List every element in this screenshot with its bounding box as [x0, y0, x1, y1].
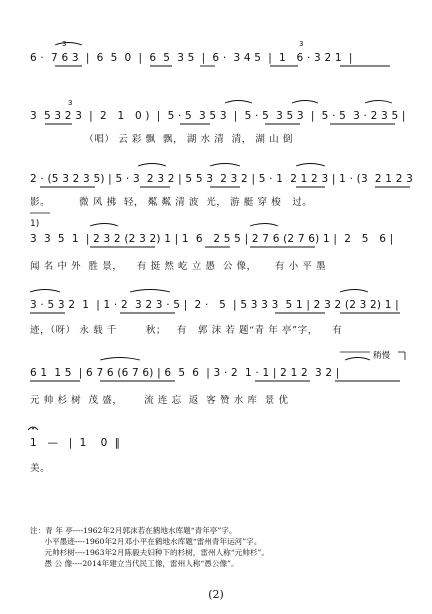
- volta-marker: 1): [30, 219, 40, 229]
- tuplet-marker: 3: [68, 99, 73, 107]
- notation-line-5: 3 · 5 3 2 1 | 1 · 2 3 2 3 · 5 | 2 · 5 | 5 3 3 3 5 1 | 2 3 2 (2 3 2) 1 |: [30, 299, 399, 311]
- notation-line-1: 6 · 7 6 3 | 6 5 0 | 6 5 3 5 | 6 · 3 4 5 | 1 6 · 3 2 1 |: [30, 52, 353, 64]
- fermata-dot: [32, 428, 34, 430]
- lyric-line-3: 影。 微 风 拂 轻， 粼 粼 清 波 光， 游 艇 穿 梭 过。: [30, 197, 313, 208]
- lyric-line-6: 元 帅 杉 树 茂 盛， 流 连 忘 返 客 赞 水 库 景 优: [30, 395, 289, 406]
- footnotes: [30, 525, 420, 569]
- footnote-line: 注：青 年 亭----1962年2月郭沫若在鹤地水库题“青年亭”字。: [30, 526, 237, 535]
- tuplet-marker: 3: [62, 40, 67, 48]
- lyric-line-7: 美。: [30, 463, 51, 474]
- notation-line-2: 3 5 3 2 3 | 2 1 0 ) | 5 · 5 3 5 3 | 5 · 5 3 5 3 | 5 · 5 3 · 2 3 5 |: [30, 110, 406, 122]
- notation-line-7: 1 — | 1 0 ‖: [30, 437, 121, 449]
- notation-line-3: 2 · (5 3 2 3 5) | 5 · 3 2 3 2 | 5 5 3 2 3 2 | 5 · 1 2 1 2 3 | 1 · (3 2 1 2 3: [30, 173, 414, 185]
- page-number: (2): [208, 588, 224, 601]
- lyric-line-2: （唱） 云 彩 飘 飘， 湖 水 清 清， 湖 山 倒: [30, 134, 293, 145]
- lyric-line-4: 闻 名 中 外 胜 景， 有 挺 然 屹 立 愚 公 像， 有 小 平 墨: [30, 261, 327, 272]
- slow-down-marking: 稍慢: [373, 351, 391, 361]
- notation-line-6: 6 1 1 5 | 6 7 6 (6 7 6) | 6 5 6 | 3 · 2 1 · 1 | 2 1 2 3 2 |: [30, 367, 340, 379]
- footnote-line: 小平墨迹----1960年2月邓小平在鹤地水库题“雷州青年运河”字。: [30, 537, 262, 546]
- footnote-line: 愚 公 像----2014年建立当代民工像，雷州人称“愚公像”。: [30, 559, 239, 568]
- footnote-line: 元帅杉树----1963年2月陈毅夫妇种下的杉树，雷州人称“元帅杉”。: [30, 548, 269, 557]
- tuplet-marker: 3: [299, 40, 304, 48]
- lyric-line-5: 迹，（呀） 永 载 千 秋； 有 郭 沫 若 题“青 年 亭”字， 有: [30, 325, 343, 336]
- notation-line-4: 3 3 5 1 | 2 3 2 (2 3 2) 1 | 1 6 2 5 5 | 2 7 6 (2 7 6) 1 | 2 5 6 |: [30, 233, 394, 245]
